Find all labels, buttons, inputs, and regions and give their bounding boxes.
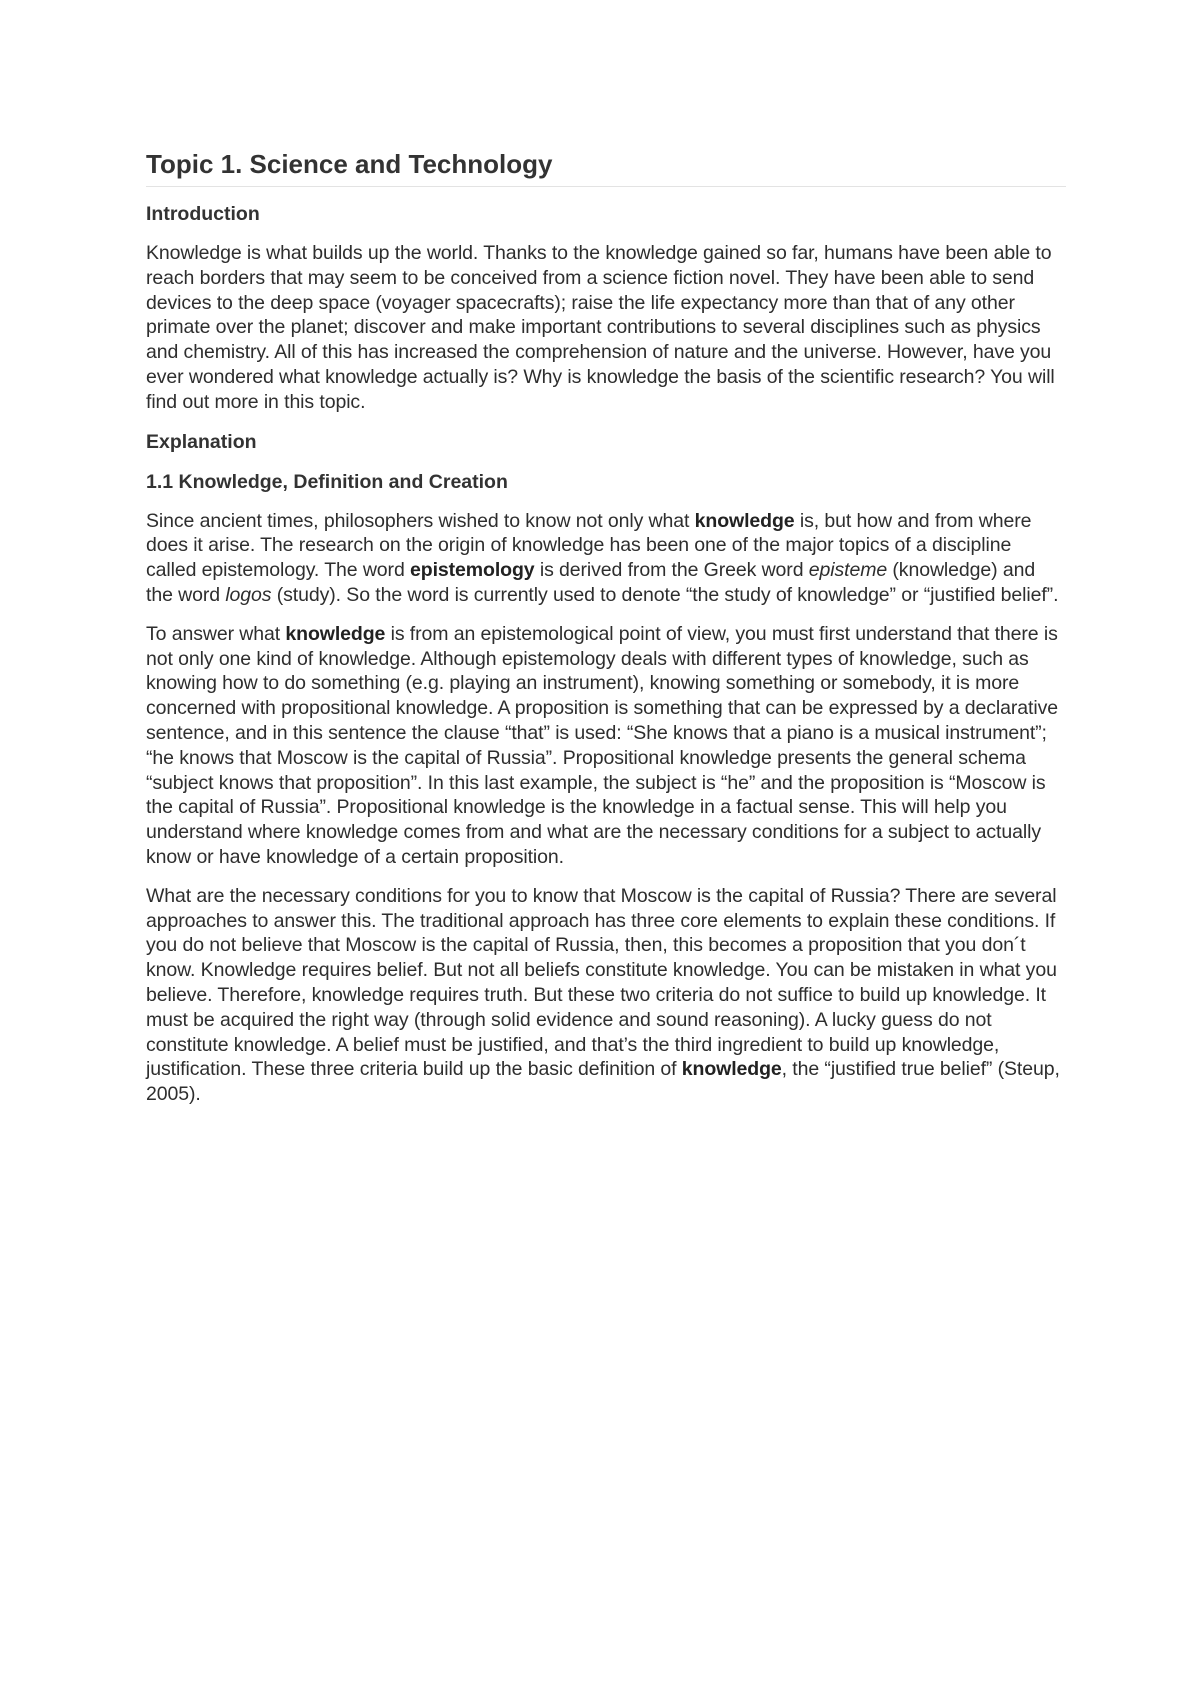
introduction-heading: Introduction	[146, 203, 260, 225]
page-title: Topic 1. Science and Technology	[146, 148, 1066, 187]
bold-term-epistemology: epistemology	[410, 559, 535, 582]
bold-term-knowledge: knowledge	[681, 1058, 782, 1081]
introduction-paragraph: Knowledge is what builds up the world. Thanks to the knowledge gained so far, humans have been able to reach borders that may seem to be conceived from a science fiction novel. They have been able to send devices to the deep space (voyager spacecrafts); raise the life expectancy more than that of any other primate over the planet; discover and make important contributions to several disciplines such as physics and chemistry. All of this has increased the comprehension of nature and the universe. However, have you ever wondered what knowledge actually is? Why is knowledge the basis of the scientific research? You will find out more in this topic.	[146, 242, 1055, 413]
document-page	[146, 148, 1066, 1107]
text-run: , the “justified true belief” (Steup, 2005).	[146, 1058, 1060, 1106]
text-run: is from an epistemological point of view, you must first understand that there is not only one kind of knowledge. Although epistemology deals with different types of knowledge, such as knowing how to do something (e.g. playing an instrument), knowing something or somebody, it is more concerned with propositional knowledge. A proposition is something that can be expressed by a declarative sentence, and in this sentence the clause “that” is used: “She knows that a piano is a musical instrument”; “he knows that Moscow is the capital of Russia”. Propositional knowledge presents the general schema “subject knows that proposition”. In this last example, the subject is “he” and the proposition is “Moscow is the capital of Russia”. Propositional knowledge is the knowledge in a factual sense. This will help you understand where knowledge comes from and what are the necessary conditions for a subject to actually know or have knowledge of a certain proposition.	[146, 622, 1058, 868]
bold-term-knowledge: knowledge	[285, 622, 386, 645]
text-run: What are the necessary conditions for you to know that Moscow is the capital of Russia? There are several approaches to answer this. The traditional approach has three core elements to explain these conditions. If you do not believe that Moscow is the capital of Russia, then, this becomes a proposition that you don´t know. Knowledge requires belief. But not all beliefs constitute knowledge. You can be mistaken in what you believe. Therefore, knowledge requires truth. But these two criteria do not suffice to build up knowledge. It must be acquired the right way (through solid evidence and sound reasoning). A lucky guess do not constitute knowledge. A belief must be justified, and that’s the third ingredient to build up knowledge, justification. These three criteria build up the basic definition of	[146, 884, 1057, 1081]
bold-term-knowledge: knowledge	[694, 509, 795, 532]
text-run: is derived from the Greek word	[534, 559, 809, 582]
text-run: Since ancient times, philosophers wished to know not only what	[146, 509, 695, 532]
text-run: To answer what	[146, 622, 286, 645]
text-run: is, but how and from where does it arise. The research on the origin of knowledge has been one of the major topics of a discipline called epistemology. The word	[146, 509, 1032, 582]
paragraph-origin-of-knowledge	[146, 509, 1066, 608]
section-heading-1-1: 1.1 Knowledge, Definition and Creation	[146, 470, 508, 493]
paragraph-propositional-knowledge	[146, 622, 1066, 870]
text-run: (study). So the word is currently used to denote “the study of knowledge” or “justified belief”.	[271, 583, 1059, 606]
italic-term-logos: logos	[225, 583, 272, 606]
paragraph-necessary-conditions	[146, 884, 1066, 1107]
explanation-heading: Explanation	[146, 430, 257, 453]
italic-term-episteme: episteme	[808, 559, 888, 582]
text-run: (knowledge) and the word	[146, 559, 1036, 606]
